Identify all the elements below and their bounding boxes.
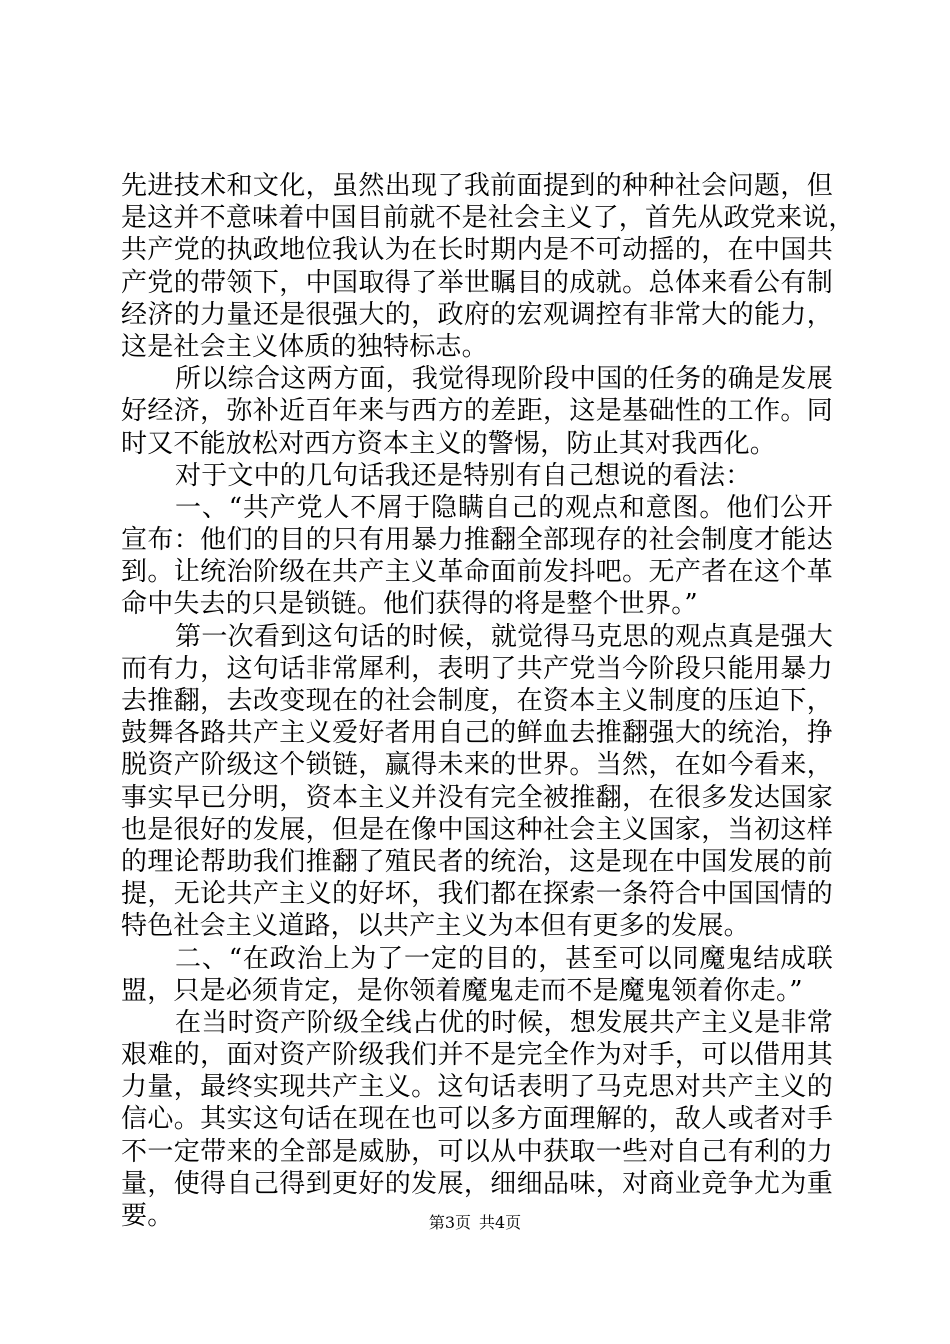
text-line: 也是很好的发展，但是在像中国这种社会主义国家，当初这样 bbox=[121, 814, 833, 845]
text-line: 宣布：他们的目的只有用暴力推翻全部现存的社会制度才能达 bbox=[121, 525, 833, 556]
text-line: 是这并不意味着中国目前就不是社会主义了，首先从政党来说， bbox=[121, 203, 855, 234]
text-line: 脱资产阶级这个锁链，赢得未来的世界。当然，在如今看来， bbox=[121, 750, 833, 781]
text-line: 不一定带来的全部是威胁，可以从中获取一些对自己有利的力 bbox=[121, 1136, 833, 1167]
text-line: 先进技术和文化，虽然出现了我前面提到的种种社会问题，但 bbox=[121, 171, 833, 201]
total-pages: 共4页 bbox=[479, 1213, 522, 1232]
page-footer bbox=[0, 1212, 950, 1234]
text-line: 到。让统治阶级在共产主义革命面前发抖吧。无产者在这个革 bbox=[121, 557, 833, 588]
text-line: 信心。其实这句话在现在也可以多方面理解的，敌人或者对手 bbox=[121, 1104, 833, 1135]
text-line: 对于文中的几句话我还是特别有自己想说的看法： bbox=[175, 460, 752, 491]
text-line: 事实早已分明，资本主义并没有完全被推翻，在很多发达国家 bbox=[121, 782, 833, 813]
text-line: 的理论帮助我们推翻了殖民者的统治，这是现在中国发展的前 bbox=[121, 846, 833, 877]
text-line: 艰难的，面对资产阶级我们并不是完全作为对手，可以借用其 bbox=[121, 1040, 833, 1071]
text-line: 一、“共产党人不屑于隐瞒自己的观点和意图。他们公开 bbox=[175, 492, 833, 523]
text-line: 盟，只是必须肯定，是你领着魔鬼走而不是魔鬼领着你走。” bbox=[121, 975, 803, 1006]
text-line: 产党的带领下，中国取得了举世瞩目的成就。总体来看公有制 bbox=[121, 267, 833, 298]
document-body bbox=[121, 170, 855, 1232]
text-line: 时又不能放松对西方资本主义的警惕，防止其对我西化。 bbox=[121, 428, 777, 459]
text-line: 特色社会主义道路，以共产主义为本但有更多的发展。 bbox=[121, 911, 750, 942]
text-line: 第一次看到这句话的时候，就觉得马克思的观点真是强大 bbox=[175, 621, 833, 652]
text-line: 命中失去的只是锁链。他们获得的将是整个世界。” bbox=[121, 589, 698, 620]
text-line: 共产党的执政地位我认为在长时期内是不可动摇的，在中国共 bbox=[121, 235, 833, 266]
text-line: 要。 bbox=[121, 1201, 174, 1231]
page-number: 第3页 bbox=[428, 1213, 471, 1232]
text-line: 所以综合这两方面，我觉得现阶段中国的任务的确是发展 bbox=[175, 364, 833, 395]
text-line: 好经济，弥补近百年来与西方的差距，这是基础性的工作。同 bbox=[121, 396, 833, 427]
text-line: 提，无论共产主义的好坏，我们都在探索一条符合中国国情的 bbox=[121, 879, 833, 910]
text-line: 二、“在政治上为了一定的目的，甚至可以同魔鬼结成联 bbox=[175, 943, 833, 974]
text-line: 而有力，这句话非常犀利，表明了共产党当今阶段只能用暴力 bbox=[121, 653, 833, 684]
text-line: 去推翻，去改变现在的社会制度，在资本主义制度的压迫下， bbox=[121, 686, 833, 716]
text-line: 这是社会主义体质的独特标志。 bbox=[121, 331, 488, 362]
text-line: 鼓舞各路共产主义爱好者用自己的鲜血去推翻强大的统治，挣 bbox=[121, 718, 833, 749]
text-line: 力量，最终实现共产主义。这句话表明了马克思对共产主义的 bbox=[121, 1072, 833, 1103]
text-line: 量，使得自己得到更好的发展，细细品味，对商业竞争尤为重 bbox=[121, 1168, 833, 1199]
text-line: 经济的力量还是很强大的，政府的宏观调控有非常大的能力， bbox=[121, 299, 833, 330]
text-line: 在当时资产阶级全线占优的时候，想发展共产主义是非常 bbox=[175, 1007, 833, 1038]
